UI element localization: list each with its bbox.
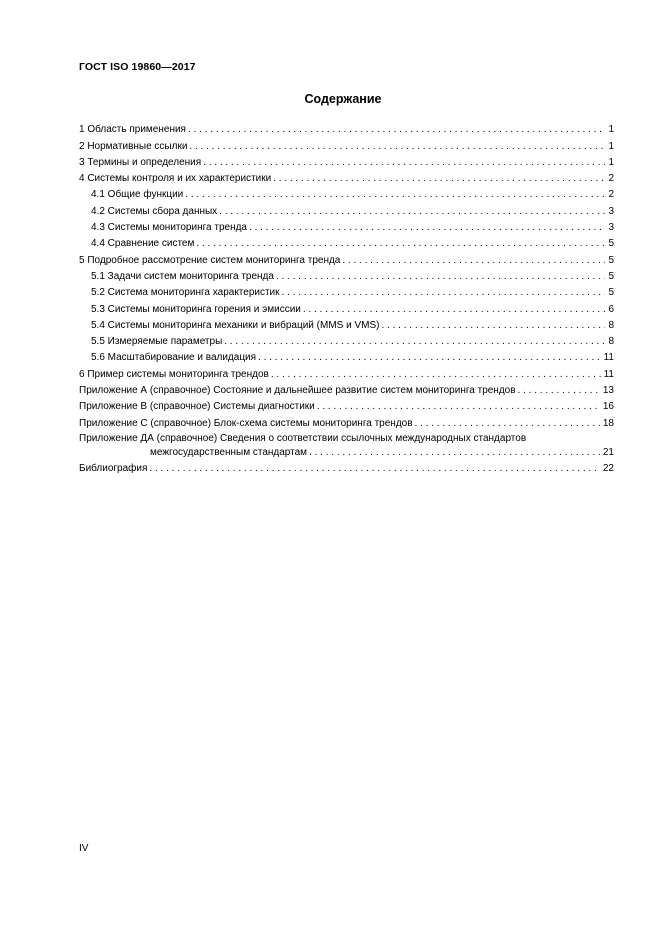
toc-entry-page: 2 bbox=[608, 189, 614, 201]
toc-entry[interactable] bbox=[79, 120, 614, 136]
toc-entry-page: 8 bbox=[608, 319, 614, 331]
toc-entry-text: Приложение А (справочное) Состояние и дальнейшее развитие систем мониторинга трендов bbox=[79, 385, 516, 397]
toc-entry[interactable] bbox=[79, 234, 614, 250]
toc-entry[interactable] bbox=[79, 250, 614, 266]
toc-entry-text: 4.1 Общие функции bbox=[91, 189, 184, 201]
toc-entry-text: 3 Термины и определения bbox=[79, 156, 202, 168]
toc-dot-leader bbox=[342, 255, 605, 267]
toc-dot-leader bbox=[415, 418, 600, 430]
toc-entry[interactable] bbox=[79, 218, 614, 234]
toc-entry[interactable] bbox=[79, 283, 614, 299]
toc-dot-leader bbox=[303, 304, 606, 316]
toc-dot-leader bbox=[149, 463, 599, 475]
toc-entry[interactable] bbox=[79, 381, 614, 397]
toc-dot-leader bbox=[282, 287, 606, 299]
toc-dot-leader bbox=[317, 401, 600, 413]
page-number: IV bbox=[79, 843, 89, 854]
toc-entry-page: 8 bbox=[608, 336, 614, 348]
toc-entry-text: Библиография bbox=[79, 462, 148, 474]
toc-dot-leader bbox=[203, 157, 605, 169]
toc-entry-text: Приложение С (справочное) Блок-схема системы мониторинга трендов bbox=[79, 417, 413, 429]
toc-entry-text: 6 Пример системы мониторинга трендов bbox=[79, 368, 269, 380]
toc-entry[interactable] bbox=[79, 299, 614, 315]
toc-entry-page: 1 bbox=[608, 124, 614, 136]
toc-entry-page: 1 bbox=[608, 140, 614, 152]
toc-title: Содержание bbox=[304, 92, 382, 106]
toc-entry-page: 22 bbox=[602, 462, 614, 474]
toc-entry-text: 4.2 Системы сбора данных bbox=[91, 205, 218, 217]
toc-entry[interactable] bbox=[79, 316, 614, 332]
toc-dot-leader bbox=[271, 369, 601, 381]
toc-entry-text: Приложение ДА (справочное) Сведения о соответствии ссылочных международных стандартов bbox=[79, 432, 527, 444]
toc-entry-bibliography[interactable] bbox=[79, 459, 614, 475]
toc-entry-text: 5.2 Система мониторинга характеристик bbox=[91, 287, 280, 299]
toc-dot-leader bbox=[518, 385, 600, 397]
toc-entry-page: 21 bbox=[602, 446, 614, 458]
toc-entry-text: 5.3 Системы мониторинга горения и эмиссии bbox=[91, 303, 301, 315]
toc-entry[interactable] bbox=[79, 169, 614, 185]
toc-entry-page: 13 bbox=[602, 385, 614, 397]
toc-entry-text: 4.4 Сравнение систем bbox=[91, 238, 195, 250]
toc-entry[interactable] bbox=[79, 185, 614, 201]
toc-entry-text: Приложение В (справочное) Системы диагностики bbox=[79, 401, 315, 413]
toc-dot-leader bbox=[188, 124, 605, 136]
toc-dot-leader bbox=[196, 238, 605, 250]
toc-entry-text: 5.4 Системы мониторинга механики и вибраций (MMS и VMS) bbox=[91, 319, 380, 331]
toc-entry-page: 2 bbox=[608, 173, 614, 185]
toc-entry-text: 1 Область применения bbox=[79, 124, 186, 136]
toc-entry-text: 5.5 Измеряемые параметры bbox=[91, 336, 223, 348]
toc-entry[interactable] bbox=[79, 397, 614, 413]
toc-dot-leader bbox=[185, 189, 605, 201]
toc-entry-page: 3 bbox=[608, 205, 614, 217]
toc-entry[interactable] bbox=[79, 348, 614, 364]
toc-dot-leader bbox=[219, 206, 605, 218]
toc-entry[interactable] bbox=[79, 136, 614, 152]
toc-entry-text: 4.3 Системы мониторинга тренда bbox=[91, 222, 247, 234]
toc-entry-page: 5 bbox=[608, 270, 614, 282]
toc-entry-appendix-da[interactable] bbox=[79, 430, 614, 459]
document-code: ГОСТ ISO 19860—2017 bbox=[79, 61, 196, 73]
toc-entry-page: 5 bbox=[608, 254, 614, 266]
toc-entry-text: 2 Нормативные ссылки bbox=[79, 140, 188, 152]
toc-dot-leader bbox=[276, 271, 606, 283]
toc-entry[interactable] bbox=[79, 153, 614, 169]
toc-entry-page: 11 bbox=[603, 368, 614, 380]
toc-entry-page: 1 bbox=[608, 156, 614, 168]
toc-entry-page: 3 bbox=[608, 222, 614, 234]
toc-entry[interactable] bbox=[79, 364, 614, 380]
toc-entry-page: 5 bbox=[608, 238, 614, 250]
toc-dot-leader bbox=[381, 320, 605, 332]
toc-entry-text: 5.6 Масштабирование и валидация bbox=[91, 352, 257, 364]
toc-dot-leader bbox=[309, 447, 600, 459]
toc-entry-page: 6 bbox=[608, 303, 614, 315]
toc-dot-leader bbox=[189, 141, 605, 153]
toc-dot-leader bbox=[249, 222, 605, 234]
toc-entry[interactable] bbox=[79, 332, 614, 348]
toc-entry-page: 16 bbox=[602, 401, 614, 413]
toc-dot-leader bbox=[258, 352, 601, 364]
toc-entry-page: 18 bbox=[602, 417, 614, 429]
table-of-contents bbox=[79, 120, 614, 475]
toc-entry-page: 5 bbox=[608, 287, 614, 299]
toc-dot-leader bbox=[273, 173, 605, 185]
toc-entry-text: 5.1 Задачи систем мониторинга тренда bbox=[91, 270, 274, 282]
toc-entry[interactable] bbox=[79, 201, 614, 217]
toc-entry-text: 4 Системы контроля и их характеристики bbox=[79, 173, 272, 185]
toc-entry-page: 11 bbox=[603, 352, 614, 364]
toc-entry[interactable] bbox=[79, 267, 614, 283]
toc-entry[interactable] bbox=[79, 413, 614, 429]
toc-dot-leader bbox=[224, 336, 605, 348]
toc-entry-text-continued: межгосударственным стандартам bbox=[150, 446, 308, 458]
toc-entry-text: 5 Подробное рассмотрение систем мониторинга тренда bbox=[79, 254, 341, 266]
